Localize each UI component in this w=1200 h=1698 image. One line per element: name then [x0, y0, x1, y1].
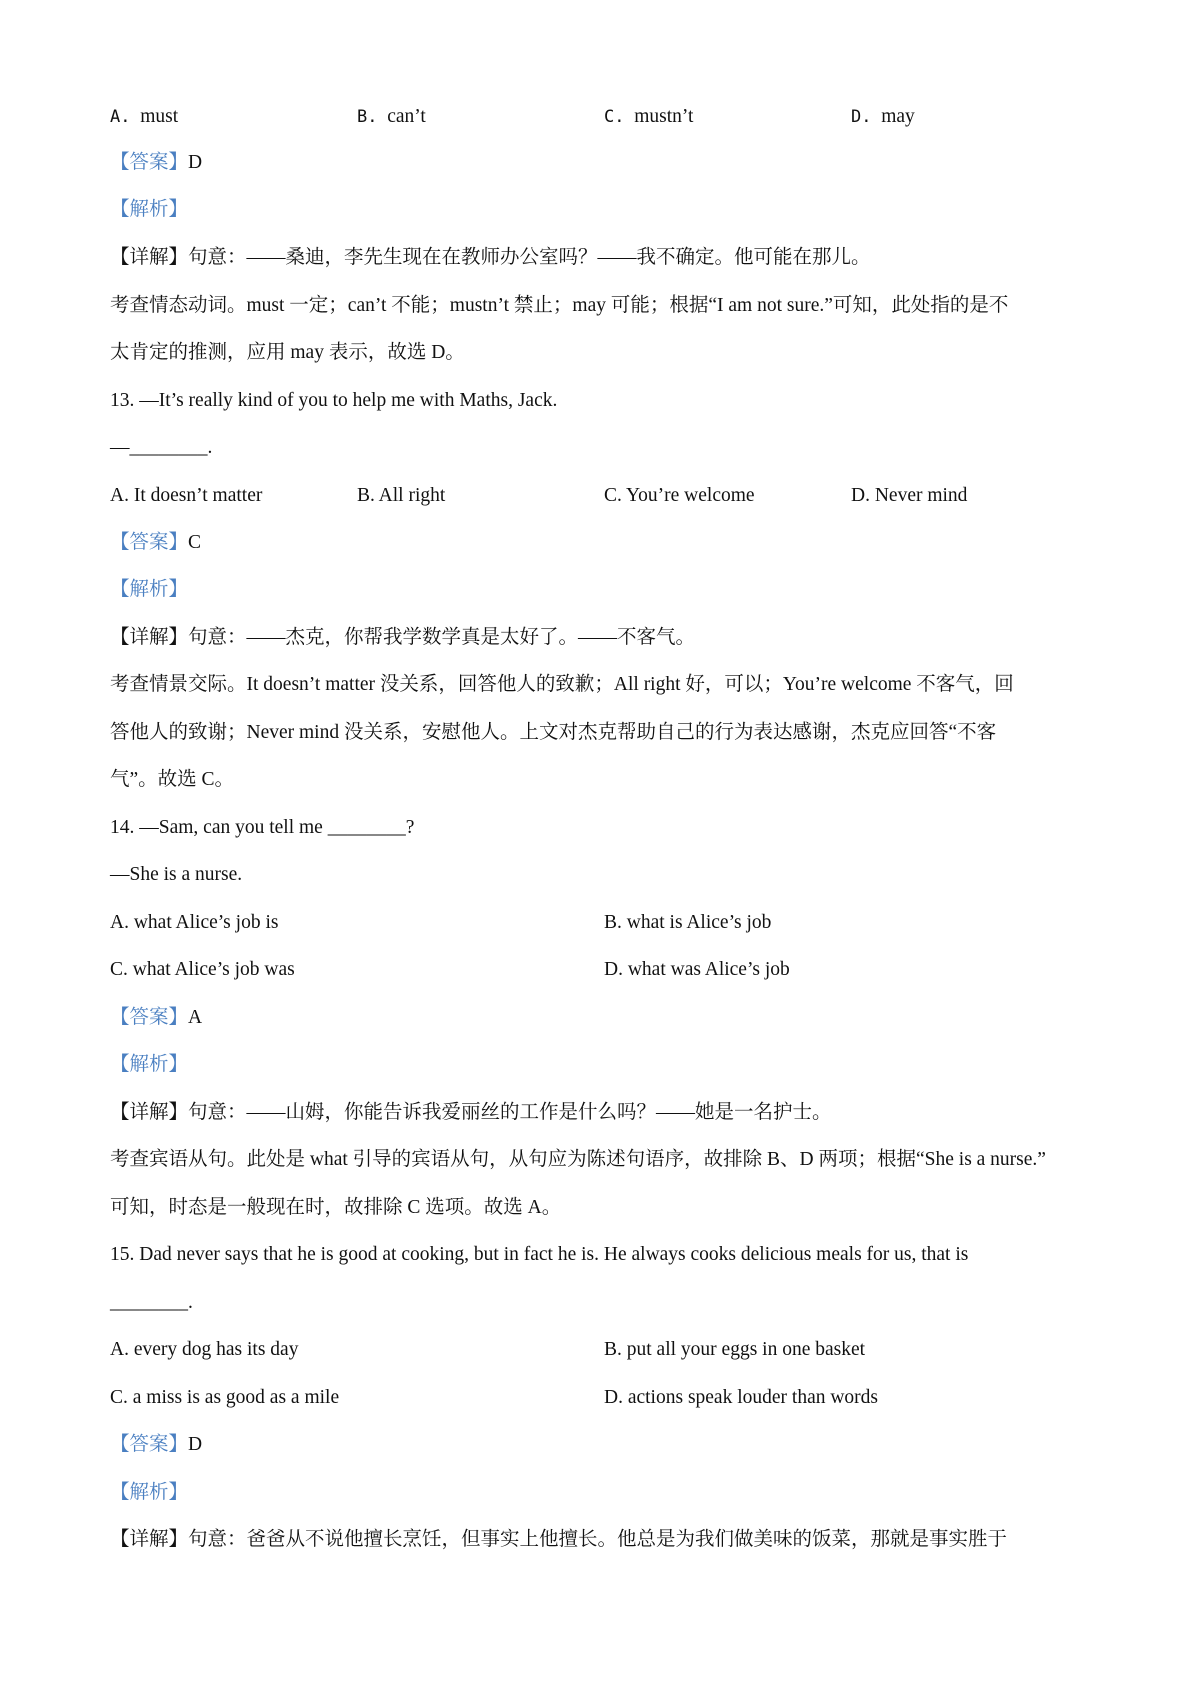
- analysis-tag: 【解析】: [110, 1482, 189, 1503]
- q12-option-a: [110, 105, 178, 129]
- q13-explain-line-2: 答他人的致谢；Never mind 没关系，安慰他人。上文对杰克帮助自己的行为表达感谢，杰克应回答“不客: [110, 722, 997, 743]
- q14-reply: —She is a nurse.: [110, 864, 243, 885]
- q13-detail: [110, 626, 695, 650]
- q12-option-a-text: must: [140, 106, 179, 127]
- q15-option-d: D. actions speak louder than words: [604, 1387, 879, 1408]
- q12-option-d-text: may: [881, 106, 915, 127]
- q15-option-a: A. every dog has its day: [110, 1339, 299, 1360]
- q12-explain-line-2: 太肯定的推测，应用 may 表示，故选 D。: [110, 342, 465, 363]
- q15-option-c: C. a miss is as good as a mile: [110, 1387, 340, 1408]
- detail-tag: 【详解】: [110, 1529, 189, 1550]
- q15-analysis-tag: [110, 1481, 188, 1505]
- analysis-tag: 【解析】: [110, 199, 189, 220]
- q14-option-c: C. what Alice’s job was: [110, 959, 295, 980]
- q14-explain-line-2: 可知，时态是一般现在时，故排除 C 选项。故选 A。: [110, 1197, 562, 1218]
- q13-analysis-tag: [110, 578, 188, 602]
- q13-question: 13. —It’s really kind of you to help me with Maths, Jack.: [110, 390, 558, 411]
- detail-text: 句意：——杰克，你帮我学数学真是太好了。——不客气。: [188, 627, 696, 648]
- detail-text: 句意：——桑迪，李先生现在在教师办公室吗？——我不确定。他可能在那儿。: [188, 247, 871, 268]
- q12-option-b-letter: B.: [357, 107, 378, 127]
- answer-value: A: [188, 1007, 203, 1028]
- detail-tag: 【详解】: [110, 247, 189, 268]
- q12-explain-line-1: 考查情态动词。must 一定；can’t 不能；mustn’t 禁止；may 可能；根据“I am not sure.”可知，此处指的是不: [110, 295, 1009, 316]
- q15-answer: [110, 1433, 202, 1457]
- q14-question: 14. —Sam, can you tell me ________?: [110, 817, 415, 838]
- q12-option-b: [357, 105, 426, 129]
- q14-answer: [110, 1006, 202, 1030]
- answer-value: C: [188, 532, 202, 553]
- q12-option-c-letter: C.: [604, 107, 625, 127]
- q13-option-c: C. You’re welcome: [604, 485, 755, 506]
- q12-option-a-letter: A.: [110, 107, 131, 127]
- q12-option-d: [851, 105, 915, 129]
- answer-tag: 【答案】: [110, 532, 189, 553]
- q15-option-b: B. put all your eggs in one basket: [604, 1339, 866, 1360]
- q12-option-d-letter: D.: [851, 107, 872, 127]
- q12-detail: [110, 246, 871, 270]
- q12-option-b-text: can’t: [387, 106, 426, 127]
- detail-text: 句意：爸爸从不说他擅长烹饪，但事实上他擅长。他总是为我们做美味的饭菜，那就是事实胜于: [188, 1529, 1008, 1550]
- answer-tag: 【答案】: [110, 152, 189, 173]
- q12-option-c-text: mustn’t: [634, 106, 694, 127]
- analysis-tag: 【解析】: [110, 579, 189, 600]
- answer-value: D: [188, 1434, 203, 1455]
- q14-analysis-tag: [110, 1053, 188, 1077]
- q14-explain-line-1: 考查宾语从句。此处是 what 引导的宾语从句，从句应为陈述句语序，故排除 B、D 两项；根据“She is a nurse.”: [110, 1149, 1046, 1170]
- q12-analysis-tag: [110, 198, 188, 222]
- q14-option-a: A. what Alice’s job is: [110, 912, 279, 933]
- answer-tag: 【答案】: [110, 1007, 189, 1028]
- detail-tag: 【详解】: [110, 1102, 189, 1123]
- q13-answer: [110, 531, 201, 555]
- q13-option-d: D. Never mind: [851, 485, 968, 506]
- answer-value: D: [188, 152, 203, 173]
- q13-option-b: B. All right: [357, 485, 446, 506]
- q13-explain-line-1: 考查情景交际。It doesn’t matter 没关系，回答他人的致歉；All right 好，可以；You’re welcome 不客气，回: [110, 674, 1014, 695]
- detail-text: 句意：——山姆，你能告诉我爱丽丝的工作是什么吗？——她是一名护士。: [188, 1102, 832, 1123]
- q14-option-d: D. what was Alice’s job: [604, 959, 790, 980]
- answer-tag: 【答案】: [110, 1434, 189, 1455]
- analysis-tag: 【解析】: [110, 1054, 189, 1075]
- q13-explain-line-3: 气”。故选 C。: [110, 769, 235, 790]
- q12-option-c: [604, 105, 693, 129]
- q14-detail: [110, 1101, 832, 1125]
- detail-tag: 【详解】: [110, 627, 189, 648]
- q13-blank: —________.: [110, 437, 213, 458]
- q12-answer: [110, 151, 202, 175]
- q13-option-a: A. It doesn’t matter: [110, 485, 263, 506]
- q15-blank: ________.: [110, 1292, 193, 1313]
- q15-question: 15. Dad never says that he is good at cooking, but in fact he is. He always cooks delicious meals for us, that is: [110, 1244, 969, 1265]
- q15-detail: [110, 1528, 1007, 1552]
- q14-option-b: B. what is Alice’s job: [604, 912, 772, 933]
